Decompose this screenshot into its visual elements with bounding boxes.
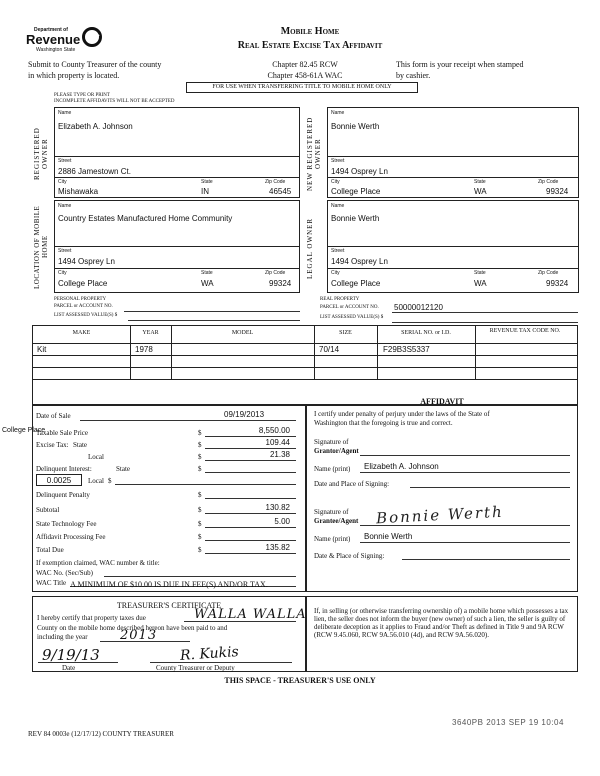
location-street[interactable]: 1494 Osprey Ln bbox=[58, 257, 115, 266]
county-written: WALLA WALLA bbox=[194, 607, 307, 622]
sig-grantor-label-2: Grantor/Agent bbox=[314, 447, 359, 455]
new-owner-name[interactable]: Bonnie Werth bbox=[331, 122, 380, 131]
legal-owner-street[interactable]: 1494 Osprey Ln bbox=[331, 257, 388, 266]
name-label: Name bbox=[331, 110, 345, 116]
location-side-label: LOCATION OF MOBILE HOME bbox=[33, 205, 49, 289]
excise-local-label: Local bbox=[88, 453, 104, 461]
treasurer-signature: R. Kukis bbox=[179, 643, 240, 665]
zip-label: Zip Code bbox=[538, 270, 559, 276]
name-label: Name bbox=[58, 203, 72, 209]
location-state[interactable]: WA bbox=[201, 279, 214, 288]
dept-state: Washington State bbox=[36, 47, 76, 53]
date-of-sale-label: Date of Sale bbox=[36, 412, 71, 420]
parcel-right-label: PARCEL or ACCOUNT NO. bbox=[320, 305, 379, 310]
interest-state-label: State bbox=[116, 465, 130, 473]
street-label: Street bbox=[58, 158, 72, 164]
dollar-sign: $ bbox=[198, 546, 202, 554]
legal-owner-city[interactable]: College Place bbox=[331, 279, 381, 288]
treasurer-line-3: including the year bbox=[37, 633, 88, 641]
state-label: State bbox=[474, 270, 486, 276]
treasurer-sig-label: County Treasurer or Deputy bbox=[156, 664, 235, 672]
registered-owner-state[interactable]: IN bbox=[201, 187, 209, 196]
dollar-sign: $ bbox=[108, 477, 112, 485]
col-revenue-code-header: REVENUE TAX CODE NO. bbox=[489, 328, 561, 334]
grantor-name-value[interactable]: Elizabeth A. Johnson bbox=[364, 462, 439, 471]
row-serial[interactable]: F29B3S5337 bbox=[383, 345, 430, 354]
street-label: Street bbox=[58, 248, 72, 254]
treasurer-use-only: THIS SPACE - TREASURER'S USE ONLY bbox=[224, 676, 376, 685]
interest-local-label: Local bbox=[88, 477, 104, 485]
college-place-note: College Place bbox=[2, 427, 46, 434]
col-serial-header: SERIAL NO. or I.D. bbox=[401, 330, 451, 336]
grantee-name-label: Name (print) bbox=[314, 535, 351, 543]
affidavit-block bbox=[306, 405, 578, 592]
dept-name: Revenue bbox=[26, 32, 81, 47]
city-label: City bbox=[331, 270, 340, 276]
parcel-left-label: PARCEL or ACCOUNT NO. bbox=[54, 304, 113, 309]
year-written: 2013 bbox=[120, 628, 158, 643]
new-owner-block bbox=[327, 107, 579, 198]
processing-fee-label: Affidavit Processing Fee bbox=[36, 533, 106, 541]
new-owner-state[interactable]: WA bbox=[474, 187, 487, 196]
registered-owner-street[interactable]: 2886 Jamestown Ct. bbox=[58, 167, 131, 176]
legal-owner-block bbox=[327, 200, 579, 293]
new-owner-side-label: NEW REGISTERED OWNER bbox=[306, 116, 322, 192]
new-owner-zip[interactable]: 99324 bbox=[546, 187, 569, 196]
submit-line-1: Submit to County Treasurer of the county bbox=[28, 60, 162, 69]
treasurer-line-2: County on the mobile home described hereon have been paid to and bbox=[37, 624, 228, 632]
form-title-2: Real Estate Excise Tax Affidavit bbox=[237, 40, 383, 51]
date-written: 9/19/13 bbox=[42, 646, 100, 664]
legal-owner-state[interactable]: WA bbox=[474, 279, 487, 288]
local-rate-box[interactable]: 0.0025 bbox=[36, 474, 82, 486]
dollar-sign: $ bbox=[198, 465, 202, 473]
state-label: State bbox=[474, 179, 486, 185]
treasurer-date-label: Date bbox=[62, 664, 76, 672]
street-label: Street bbox=[331, 158, 345, 164]
mobile-home-table bbox=[32, 325, 578, 405]
cashier-stamp: 3640PB 2013 SEP 19 10:04 bbox=[452, 718, 564, 727]
col-model-header: MODEL bbox=[231, 330, 254, 336]
row-year[interactable]: 1978 bbox=[135, 345, 153, 354]
personal-property-label: PERSONAL PROPERTY bbox=[54, 297, 107, 302]
grantee-signature: Bonnie Werth bbox=[375, 502, 505, 528]
subtotal-label: Subtotal bbox=[36, 506, 60, 514]
real-parcel-number[interactable]: 50000012120 bbox=[394, 303, 443, 312]
excise-tax-label: Excise Tax: bbox=[36, 441, 69, 449]
total-due-value[interactable]: 135.82 bbox=[265, 543, 290, 552]
date-place-label-2: Date & Place of Signing: bbox=[314, 552, 385, 560]
excise-local-value[interactable]: 21.38 bbox=[269, 450, 290, 459]
col-size-header: SIZE bbox=[339, 330, 352, 336]
legal-owner-zip[interactable]: 99324 bbox=[546, 279, 569, 288]
row-size[interactable]: 70/14 bbox=[319, 345, 340, 354]
zip-label: Zip Code bbox=[265, 179, 286, 185]
sig-grantee-label-1: Signature of bbox=[314, 508, 349, 516]
location-name[interactable]: Country Estates Manufactured Home Community bbox=[58, 214, 233, 223]
print-note-1: PLEASE TYPE OR PRINT bbox=[54, 93, 110, 98]
grantee-name-value[interactable]: Bonnie Werth bbox=[364, 532, 413, 541]
swoosh-logo-icon bbox=[82, 27, 102, 47]
dollar-sign: $ bbox=[198, 520, 202, 528]
dollar-sign: $ bbox=[198, 441, 202, 449]
affidavit-title: AFFIDAVIT bbox=[420, 397, 464, 406]
tech-fee-label: State Technology Fee bbox=[36, 520, 97, 528]
col-make-header: MAKE bbox=[72, 330, 91, 336]
affidavit-text-2: Washington that the foregoing is true and correct. bbox=[314, 419, 453, 427]
tax-lien-warning: If, in selling (or otherwise transferring ownership of) a mobile home which possesses a tax lien, the seller does not inform the buyer (new owner) of such a lien, the seller is guilty of deliberate deception as it applies to Fraud and/or Theft as defined in Title 9 and 9A RCW (RCW 9.45.060, RCW 9A.56.010 (4d), and RCW 9A.56.020). bbox=[314, 607, 569, 639]
receipt-line-2: by cashier. bbox=[396, 71, 431, 80]
legal-owner-name[interactable]: Bonnie Werth bbox=[331, 214, 380, 223]
use-banner: FOR USE WHEN TRANSFERRING TITLE TO MOBILE HOME ONLY bbox=[186, 82, 418, 93]
delinquent-penalty-label: Delinquent Penalty bbox=[36, 491, 90, 499]
dollar-sign: $ bbox=[198, 506, 202, 514]
zip-label: Zip Code bbox=[265, 270, 286, 276]
taxable-price-value[interactable]: 8,550.00 bbox=[258, 426, 290, 435]
registered-owner-name[interactable]: Elizabeth A. Johnson bbox=[58, 122, 133, 131]
location-city[interactable]: College Place bbox=[58, 279, 108, 288]
state-label: State bbox=[201, 270, 213, 276]
registered-owner-block bbox=[54, 107, 300, 198]
street-label: Street bbox=[331, 248, 345, 254]
form-title-1: Mobile Home bbox=[280, 26, 340, 37]
name-label: Name bbox=[58, 110, 72, 116]
treasurer-cert-title: TREASURER'S CERTIFICATE bbox=[116, 601, 222, 610]
new-owner-street[interactable]: 1494 Osprey Ln bbox=[331, 167, 388, 176]
dollar-sign: $ bbox=[198, 533, 202, 541]
real-property-label: REAL PROPERTY bbox=[320, 297, 360, 302]
date-place-label: Date and Place of Signing: bbox=[314, 480, 390, 488]
list-value-right-label: LIST ASSESSED VALUE(S) $ bbox=[320, 315, 384, 320]
form-id: REV 84 0003e (12/17/12) COUNTY TREASURER bbox=[28, 730, 174, 738]
registered-owner-city[interactable]: Mishawaka bbox=[58, 187, 99, 196]
wac-title-label: WAC Title bbox=[36, 579, 67, 587]
submit-line-2: in which property is located. bbox=[28, 71, 120, 80]
treasurer-line-1: I hereby certify that property taxes due bbox=[37, 614, 146, 622]
receipt-line-1: This form is your receipt when stamped bbox=[396, 60, 524, 69]
state-label: State bbox=[201, 179, 213, 185]
dor-logo bbox=[26, 27, 106, 57]
minimum-note: A MINIMUM OF $10.00 IS DUE IN FEE(S) AND/OR TAX. bbox=[70, 580, 268, 589]
dept-top: Department of bbox=[34, 27, 68, 33]
excise-state-label: State bbox=[73, 441, 87, 449]
chapter-wac: Chapter 458-61A WAC bbox=[267, 71, 343, 80]
delinquent-interest-label: Delinquent Interest: bbox=[36, 465, 92, 473]
location-zip[interactable]: 99324 bbox=[269, 279, 292, 288]
new-owner-city[interactable]: College Place bbox=[331, 187, 381, 196]
dollar-sign: $ bbox=[198, 491, 202, 499]
sig-grantor-label-1: Signature of bbox=[314, 438, 349, 446]
exemption-label: If exemption claimed, WAC number & title: bbox=[36, 559, 160, 567]
subtotal-value[interactable]: 130.82 bbox=[265, 503, 290, 512]
list-value-left-label: LIST ASSESSED VALUE(S) $ bbox=[54, 313, 118, 318]
dollar-sign: $ bbox=[198, 453, 202, 461]
wac-no-label: WAC No. (Sec/Sub) bbox=[36, 569, 93, 577]
total-due-label: Total Due bbox=[36, 546, 64, 554]
name-label: Name bbox=[331, 203, 345, 209]
sig-grantee-label-2: Grantee/Agent bbox=[314, 517, 359, 525]
tech-fee-value[interactable]: 5.00 bbox=[274, 517, 290, 526]
print-note-2: INCOMPLETE AFFIDAVITS WILL NOT BE ACCEPTED bbox=[54, 99, 175, 104]
city-label: City bbox=[58, 270, 67, 276]
col-year-header: YEAR bbox=[142, 330, 159, 336]
city-label: City bbox=[331, 179, 340, 185]
location-block bbox=[54, 200, 300, 293]
dollar-sign: $ bbox=[198, 429, 202, 437]
zip-label: Zip Code bbox=[538, 179, 559, 185]
chapter-rcw: Chapter 82.45 RCW bbox=[272, 60, 338, 69]
grantor-name-label: Name (print) bbox=[314, 465, 351, 473]
city-label: City bbox=[58, 179, 67, 185]
excise-state-value[interactable]: 109.44 bbox=[265, 438, 290, 447]
registered-owner-zip[interactable]: 46545 bbox=[269, 187, 292, 196]
legal-owner-side-label: LEGAL OWNER bbox=[306, 217, 314, 279]
taxable-price-label: Taxable Sale Price bbox=[36, 429, 88, 437]
affidavit-text-1: I certify under penalty of perjury under the laws of the State of bbox=[314, 410, 490, 418]
row-make[interactable]: Kit bbox=[37, 345, 47, 354]
registered-owner-side-label: REGISTERED OWNER bbox=[33, 127, 49, 181]
date-of-sale-value[interactable]: 09/19/2013 bbox=[224, 410, 265, 419]
